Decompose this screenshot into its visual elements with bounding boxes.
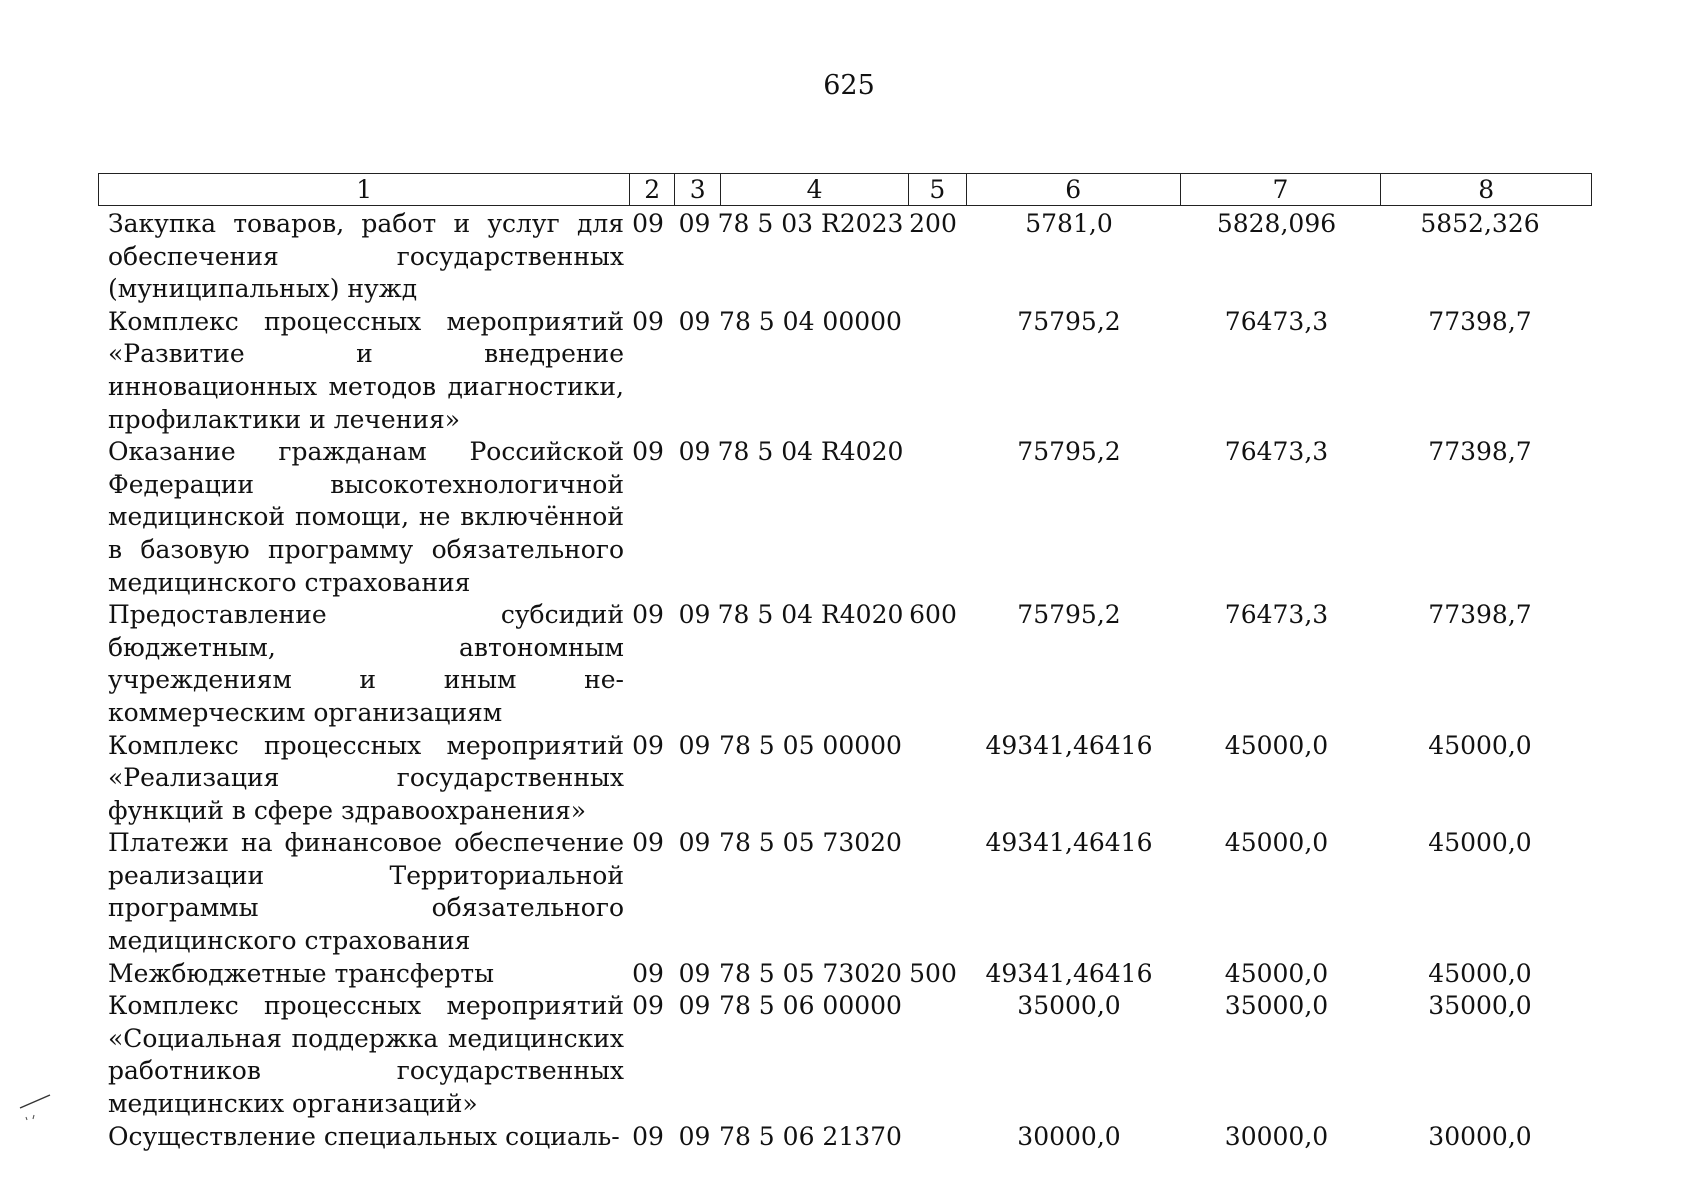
table-row bbox=[98, 730, 1592, 828]
row-amount-6: 49341,46416 bbox=[985, 958, 1153, 988]
row-target-code: 78 5 05 73020 bbox=[719, 958, 902, 988]
row-target-code: 78 5 04 R4020 bbox=[717, 437, 904, 467]
row-subsection: 09 bbox=[678, 209, 711, 238]
table-header-row bbox=[98, 173, 1592, 206]
row-amount-8: 77398,7 bbox=[1428, 437, 1532, 467]
row-amount-6: 49341,46416 bbox=[985, 730, 1153, 760]
row-name: Комплекс процессных мероприятий «Реализация государственных функций в сфере здравоохранения» bbox=[108, 730, 624, 825]
row-amount-6: 30000,0 bbox=[1017, 1121, 1121, 1151]
row-target-code: 78 5 05 73020 bbox=[719, 828, 902, 858]
row-section: 09 bbox=[632, 730, 664, 760]
row-name: Комплекс процессных мероприятий «Развитие и внедрение инновационных методов диагностики, профилактики и лечения» bbox=[108, 306, 624, 434]
row-subsection: 09 bbox=[678, 600, 711, 630]
row-subsection: 09 bbox=[678, 828, 711, 858]
table-row bbox=[98, 306, 1592, 436]
row-target-code: 78 5 04 R4020 bbox=[717, 600, 904, 630]
row-amount-6: 75795,2 bbox=[1017, 600, 1121, 630]
row-amount-7: 45000,0 bbox=[1224, 828, 1329, 858]
row-amount-6: 5781,0 bbox=[1025, 209, 1113, 238]
row-amount-8: 35000,0 bbox=[1428, 991, 1532, 1021]
row-amount-8: 45000,0 bbox=[1428, 730, 1532, 760]
row-amount-8: 77398,7 bbox=[1428, 306, 1532, 336]
row-name: Платежи на финансовое обеспечение реализации Территориальной программы обязательного медицинского страхования bbox=[108, 828, 624, 956]
row-amount-8: 5852,326 bbox=[1420, 209, 1540, 238]
row-target-code: 78 5 04 00000 bbox=[719, 306, 902, 336]
row-section: 09 bbox=[632, 1121, 664, 1151]
row-expense-type: 200 bbox=[909, 209, 957, 238]
row-amount-7: 30000,0 bbox=[1224, 1121, 1329, 1151]
table-row bbox=[98, 827, 1592, 957]
row-amount-7: 45000,0 bbox=[1224, 958, 1329, 988]
row-name: Осуществление специальных социаль- bbox=[108, 1121, 620, 1151]
header-col-5: 5 bbox=[909, 174, 967, 205]
table-row bbox=[98, 958, 1592, 991]
row-section: 09 bbox=[632, 209, 664, 238]
row-target-code: 78 5 03 R2023 bbox=[717, 209, 904, 238]
header-col-7: 7 bbox=[1181, 174, 1382, 205]
row-target-code: 78 5 05 00000 bbox=[719, 730, 902, 760]
row-amount-7: 76473,3 bbox=[1224, 437, 1329, 467]
table-row bbox=[98, 599, 1592, 729]
row-subsection: 09 bbox=[678, 1121, 711, 1151]
row-section: 09 bbox=[632, 306, 664, 336]
row-amount-6: 75795,2 bbox=[1017, 306, 1121, 336]
header-col-1: 1 bbox=[99, 174, 630, 205]
table-body bbox=[98, 208, 1592, 1153]
row-name: Межбюджетные трансферты bbox=[108, 958, 495, 988]
page-number: 625 bbox=[823, 70, 875, 101]
header-col-6: 6 bbox=[967, 174, 1181, 205]
row-name: Закупка товаров, работ и услуг для обеспечения государственных (муниципальных) нужд bbox=[108, 209, 624, 304]
row-section: 09 bbox=[632, 437, 664, 467]
row-amount-7: 5828,096 bbox=[1216, 209, 1337, 238]
row-subsection: 09 bbox=[678, 991, 711, 1021]
row-amount-6: 49341,46416 bbox=[985, 828, 1153, 858]
row-amount-7: 45000,0 bbox=[1224, 730, 1329, 760]
table-row bbox=[98, 990, 1592, 1120]
row-amount-7: 35000,0 bbox=[1224, 991, 1329, 1021]
header-col-4: 4 bbox=[721, 174, 909, 205]
row-section: 09 bbox=[632, 600, 664, 630]
table-row bbox=[98, 436, 1592, 599]
row-name: Оказание гражданам Российской Федерации высокотехнологичной медицинской помощи, не включённой в базовую программу обязательного медицинского страхования bbox=[108, 437, 624, 597]
header-col-8: 8 bbox=[1478, 175, 1495, 204]
row-amount-8: 45000,0 bbox=[1428, 958, 1532, 988]
row-amount-8: 30000,0 bbox=[1428, 1121, 1532, 1151]
row-subsection: 09 bbox=[678, 730, 711, 760]
row-target-code: 78 5 06 21370 bbox=[719, 1121, 902, 1151]
row-expense-type: 500 bbox=[909, 958, 957, 988]
header-col-3: 3 bbox=[675, 174, 721, 205]
row-name: Комплекс процессных мероприятий «Социальная поддержка медицинских работников государственных медицинских организаций» bbox=[108, 991, 624, 1119]
row-section: 09 bbox=[632, 828, 664, 858]
row-section: 09 bbox=[632, 958, 664, 988]
row-amount-6: 35000,0 bbox=[1017, 991, 1121, 1021]
row-amount-8: 45000,0 bbox=[1428, 828, 1532, 858]
row-subsection: 09 bbox=[678, 958, 711, 988]
header-col-2: 2 bbox=[630, 174, 675, 205]
row-target-code: 78 5 06 00000 bbox=[719, 991, 902, 1021]
row-subsection: 09 bbox=[678, 306, 711, 336]
row-subsection: 09 bbox=[678, 437, 711, 467]
row-expense-type: 600 bbox=[909, 600, 957, 630]
pen-stroke-mark bbox=[18, 1093, 52, 1123]
table-row bbox=[98, 1121, 1592, 1154]
row-amount-7: 76473,3 bbox=[1224, 600, 1329, 630]
row-name: Предоставление субсидий бюджетным, автономным учреждениям и иным некоммерческим организациям bbox=[108, 600, 624, 727]
row-amount-7: 76473,3 bbox=[1224, 306, 1329, 336]
row-section: 09 bbox=[632, 991, 664, 1021]
table-row bbox=[98, 208, 1592, 306]
row-amount-6: 75795,2 bbox=[1017, 437, 1121, 467]
row-amount-8: 77398,7 bbox=[1428, 600, 1532, 630]
